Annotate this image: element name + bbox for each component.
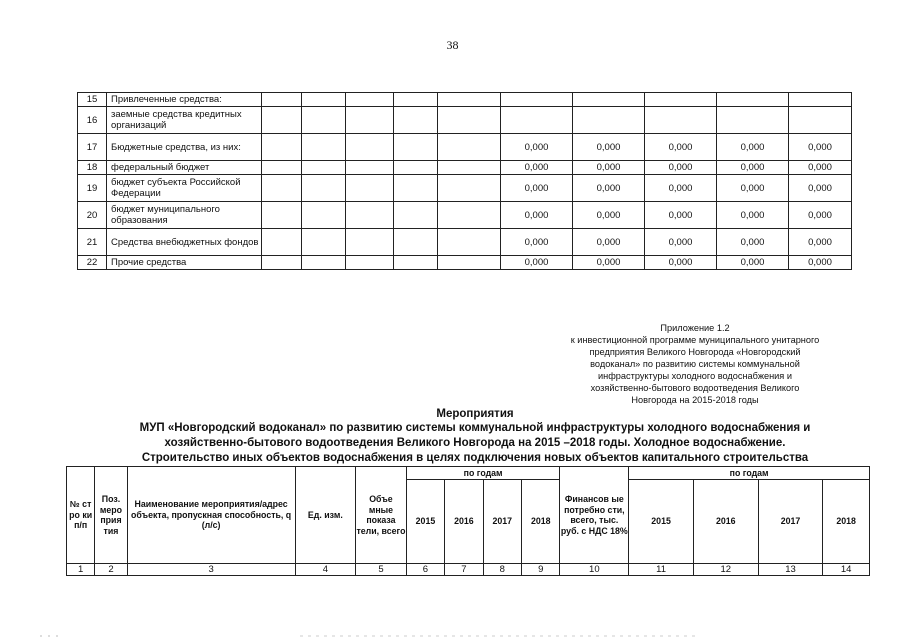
page-number: 38 — [446, 38, 459, 52]
measures-table — [66, 466, 870, 576]
empty-cell — [394, 202, 438, 229]
empty-cell — [438, 229, 501, 256]
funding-row — [78, 229, 852, 256]
funding-row — [78, 93, 852, 107]
amount-cell: 0,000 — [501, 202, 573, 229]
empty-cell — [302, 134, 346, 161]
column-number: 5 — [356, 564, 407, 576]
amount-cell: 0,000 — [645, 134, 717, 161]
amount-cell — [573, 93, 645, 107]
funding-source-cell: Прочие средства — [107, 256, 262, 270]
amount-cell: 0,000 — [717, 256, 789, 270]
empty-cell — [262, 161, 302, 175]
empty-cell — [438, 202, 501, 229]
amount-cell: 0,000 — [573, 161, 645, 175]
empty-cell — [302, 202, 346, 229]
header-year: 2015 — [406, 480, 444, 564]
empty-cell — [394, 175, 438, 202]
header-year: 2018 — [823, 480, 870, 564]
amount-cell: 0,000 — [645, 161, 717, 175]
appendix-line: инфраструктуры холодного водоснабжения и — [598, 371, 792, 381]
column-number: 10 — [560, 564, 629, 576]
amount-cell: 0,000 — [789, 202, 852, 229]
funding-table — [77, 92, 852, 270]
header-year: 2016 — [693, 480, 758, 564]
amount-cell — [717, 93, 789, 107]
scan-noise — [0, 630, 905, 640]
header-row-number: № ст ро ки п/п — [67, 467, 95, 564]
document-subtitle-line: МУП «Новгородский водоканал» по развитию системы коммунальной инфраструктуры холодного водоснабжения и — [139, 422, 811, 434]
funding-row — [78, 161, 852, 175]
document-subtitle-line: хозяйственно-бытового водоотведения Великого Новгорода на 2015 –2018 годы. Холодное водоснабжение. — [164, 437, 786, 449]
column-number: 1 — [67, 564, 95, 576]
amount-cell — [645, 107, 717, 134]
document-subtitle-line: Строительство иных объектов водоснабжения в целях подключения новых объектов капитального строительства — [141, 452, 809, 464]
amount-cell: 0,000 — [573, 229, 645, 256]
empty-cell — [346, 161, 394, 175]
appendix-line: Приложение 1.2 — [660, 323, 730, 333]
header-year: 2015 — [629, 480, 694, 564]
appendix-line: к инвестиционной программе муниципального унитарного — [570, 335, 820, 345]
amount-cell — [789, 107, 852, 134]
empty-cell — [438, 161, 501, 175]
appendix-note — [530, 322, 860, 406]
column-number: 3 — [127, 564, 295, 576]
amount-cell — [501, 93, 573, 107]
amount-cell — [789, 93, 852, 107]
empty-cell — [262, 134, 302, 161]
amount-cell: 0,000 — [789, 229, 852, 256]
column-number: 9 — [522, 564, 560, 576]
amount-cell: 0,000 — [789, 134, 852, 161]
funding-row — [78, 256, 852, 270]
empty-cell — [302, 175, 346, 202]
header-by-years: по годам — [406, 467, 560, 480]
column-number: 8 — [483, 564, 521, 576]
header-name: Наименование мероприятия/адрес объекта, пропускная способность, q (л/с) — [127, 467, 295, 564]
empty-cell — [438, 256, 501, 270]
appendix-line: водоканал» по развитию системы коммунальной — [590, 359, 800, 369]
column-number: 7 — [445, 564, 483, 576]
amount-cell: 0,000 — [717, 202, 789, 229]
amount-cell: 0,000 — [573, 202, 645, 229]
empty-cell — [438, 93, 501, 107]
empty-cell — [262, 93, 302, 107]
amount-cell: 0,000 — [573, 134, 645, 161]
empty-cell — [394, 134, 438, 161]
empty-cell — [262, 202, 302, 229]
header-unit: Ед. изм. — [295, 467, 356, 564]
empty-cell — [346, 107, 394, 134]
funding-row — [78, 202, 852, 229]
amount-cell: 0,000 — [789, 161, 852, 175]
funding-source-cell: заемные средства кредитных организаций — [107, 107, 262, 134]
amount-cell: 0,000 — [501, 256, 573, 270]
empty-cell — [394, 161, 438, 175]
amount-cell — [645, 93, 717, 107]
amount-cell: 0,000 — [645, 202, 717, 229]
row-number-cell: 17 — [78, 134, 107, 161]
appendix-line: Новгорода на 2015-2018 годы — [631, 395, 759, 405]
funding-row — [78, 134, 852, 161]
amount-cell — [717, 107, 789, 134]
column-number: 6 — [406, 564, 444, 576]
row-number-cell: 16 — [78, 107, 107, 134]
empty-cell — [394, 93, 438, 107]
empty-cell — [394, 229, 438, 256]
header-year: 2017 — [758, 480, 823, 564]
column-number: 14 — [823, 564, 870, 576]
funding-row — [78, 107, 852, 134]
amount-cell: 0,000 — [645, 175, 717, 202]
empty-cell — [394, 107, 438, 134]
row-number-cell: 21 — [78, 229, 107, 256]
empty-cell — [302, 161, 346, 175]
funding-row — [78, 175, 852, 202]
header-year: 2017 — [483, 480, 521, 564]
empty-cell — [438, 175, 501, 202]
empty-cell — [346, 93, 394, 107]
funding-source-cell: Средства внебюджетных фондов — [107, 229, 262, 256]
amount-cell: 0,000 — [717, 134, 789, 161]
empty-cell — [346, 175, 394, 202]
amount-cell: 0,000 — [645, 256, 717, 270]
header-by-years: по годам — [629, 467, 870, 480]
row-number-cell: 18 — [78, 161, 107, 175]
row-number-cell: 20 — [78, 202, 107, 229]
header-volume: Объе мные показа тели, всего — [356, 467, 407, 564]
column-number: 11 — [629, 564, 694, 576]
empty-cell — [346, 229, 394, 256]
row-number-cell: 15 — [78, 93, 107, 107]
amount-cell: 0,000 — [789, 256, 852, 270]
empty-cell — [302, 229, 346, 256]
column-number: 12 — [693, 564, 758, 576]
amount-cell: 0,000 — [717, 175, 789, 202]
empty-cell — [302, 93, 346, 107]
row-number-cell: 19 — [78, 175, 107, 202]
empty-cell — [262, 175, 302, 202]
funding-source-cell: федеральный бюджет — [107, 161, 262, 175]
amount-cell: 0,000 — [501, 161, 573, 175]
amount-cell: 0,000 — [789, 175, 852, 202]
empty-cell — [302, 256, 346, 270]
funding-source-cell: Привлеченные средства: — [107, 93, 262, 107]
empty-cell — [346, 202, 394, 229]
funding-source-cell: Бюджетные средства, из них: — [107, 134, 262, 161]
empty-cell — [438, 134, 501, 161]
row-number-cell: 22 — [78, 256, 107, 270]
amount-cell: 0,000 — [501, 134, 573, 161]
amount-cell: 0,000 — [645, 229, 717, 256]
empty-cell — [346, 256, 394, 270]
header-year: 2018 — [522, 480, 560, 564]
header-year: 2016 — [445, 480, 483, 564]
empty-cell — [438, 107, 501, 134]
amount-cell: 0,000 — [501, 229, 573, 256]
empty-cell — [302, 107, 346, 134]
amount-cell: 0,000 — [717, 229, 789, 256]
empty-cell — [262, 229, 302, 256]
amount-cell: 0,000 — [573, 256, 645, 270]
empty-cell — [262, 256, 302, 270]
empty-cell — [346, 134, 394, 161]
appendix-line: хозяйственно-бытового водоотведения Великого — [590, 383, 800, 393]
column-number: 13 — [758, 564, 823, 576]
amount-cell — [573, 107, 645, 134]
empty-cell — [262, 107, 302, 134]
amount-cell — [501, 107, 573, 134]
amount-cell: 0,000 — [501, 175, 573, 202]
header-position: Поз. меро прия тия — [95, 467, 127, 564]
document-title: Мероприятия — [436, 408, 514, 420]
funding-source-cell: бюджет муниципального образования — [107, 202, 262, 229]
appendix-line: предприятия Великого Новгорода «Новгородский — [589, 347, 801, 357]
header-finance: Финансов ые потребно сти, всего, тыс. руб. с НДС 18% — [560, 467, 629, 564]
empty-cell — [394, 256, 438, 270]
column-number: 2 — [95, 564, 127, 576]
amount-cell: 0,000 — [573, 175, 645, 202]
amount-cell: 0,000 — [717, 161, 789, 175]
funding-source-cell: бюджет субъекта Российской Федерации — [107, 175, 262, 202]
column-number: 4 — [295, 564, 356, 576]
